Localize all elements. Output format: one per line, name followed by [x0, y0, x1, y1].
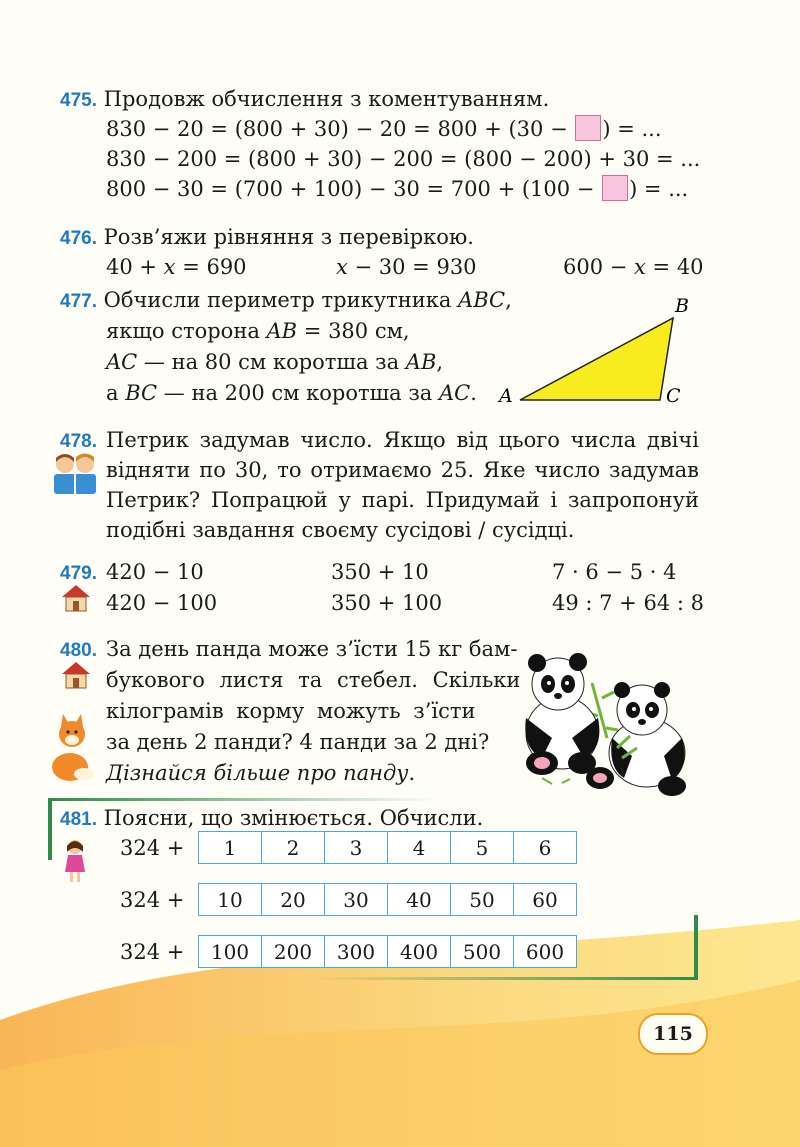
table-cell: 60 — [514, 884, 577, 916]
problem-text: = 380 см, — [297, 319, 410, 343]
section-accent-top — [48, 798, 438, 801]
table-cell: 40 — [388, 884, 451, 916]
page-number: 115 — [638, 1013, 708, 1055]
exercise-title: Розв’яжи рівняння з перевіркою. — [103, 225, 474, 249]
answer-box[interactable] — [602, 175, 628, 201]
pandas-illustration — [512, 648, 694, 798]
row-label: 324 + — [120, 940, 185, 964]
table-cell: 50 — [451, 884, 514, 916]
problem-line — [106, 347, 443, 377]
problem-text: , — [505, 288, 512, 312]
expression-line — [106, 174, 688, 204]
expression-text: ) = ... — [602, 117, 662, 141]
expression: 420 − 10 — [106, 560, 204, 584]
exercise-number: 480. — [60, 640, 97, 661]
equation-2 — [336, 252, 477, 282]
problem-line: Петрик? Попрацюй у парі. Придумай і запропонуй — [106, 488, 699, 512]
addend-table-row-1 — [198, 831, 577, 864]
exercise-number: 481. — [60, 809, 97, 830]
expression: 350 + 100 — [331, 591, 443, 615]
section-accent-bottom — [310, 977, 698, 980]
math-label: ABC — [458, 288, 506, 312]
vertex-c-label: C — [666, 385, 681, 407]
math-label: AC — [439, 381, 471, 405]
problem-line — [106, 378, 477, 408]
problem-line: Петрик задумав число. Якщо від цього числа двічі — [106, 428, 699, 452]
table-cell: 10 — [199, 884, 262, 916]
table-cell: 1 — [199, 832, 262, 864]
table-cell: 6 — [514, 832, 577, 864]
problem-line-italic: Дізнайся більше про панду. — [106, 761, 416, 785]
table-cell: 3 — [325, 832, 388, 864]
problem-line: кілограмів корму можуть з’їсти — [106, 699, 476, 723]
equation-text: − 30 = 930 — [347, 255, 477, 279]
exercise-number: 476. — [60, 228, 97, 249]
table-cell: 5 — [451, 832, 514, 864]
table-cell: 30 — [325, 884, 388, 916]
girl-icon — [62, 838, 88, 886]
addend-table-row-3 — [198, 935, 577, 968]
exercise-title: Поясни, що змінюється. Обчисли. — [103, 806, 484, 830]
vertex-b-label: B — [675, 295, 689, 317]
table-cell: 100 — [199, 936, 262, 968]
equation-text: = 40 — [645, 255, 704, 279]
addend-table-row-2 — [198, 883, 577, 916]
expression-text: 830 − 20 = (800 + 30) − 20 = 800 + (30 − — [106, 117, 575, 141]
problem-text: а — [106, 381, 126, 405]
equation-1 — [106, 252, 247, 282]
math-label: AC — [106, 350, 138, 374]
equation-text: = 690 — [175, 255, 247, 279]
fox-icon — [48, 712, 98, 784]
triangle-abc-figure — [495, 290, 710, 410]
equation-text: 40 + — [106, 255, 164, 279]
problem-line: відняти по 30, то отримаємо 25. Яке число задумав — [106, 458, 699, 482]
table-cell: 500 — [451, 936, 514, 968]
answer-box[interactable] — [575, 115, 601, 141]
variable-x: x — [163, 255, 176, 279]
expression: 7 · 6 − 5 · 4 — [552, 560, 677, 584]
table-cell: 20 — [262, 884, 325, 916]
problem-text: — на 200 см коротша за — [157, 381, 440, 405]
problem-text: — на 80 см коротша за — [137, 350, 406, 374]
homework-house-icon — [60, 583, 92, 613]
table-cell: 600 — [514, 936, 577, 968]
variable-x: x — [336, 255, 348, 279]
math-label: BC — [125, 381, 158, 405]
problem-line — [106, 316, 410, 346]
expression: 49 : 7 + 64 : 8 — [552, 591, 704, 615]
triangle-shape — [520, 318, 673, 400]
expression-line: 830 − 200 = (800 + 30) − 200 = (800 − 200) + 30 = ... — [106, 147, 701, 171]
exercise-number: 475. — [60, 90, 97, 111]
equation-text: 600 − — [563, 255, 635, 279]
row-label: 324 + — [120, 888, 185, 912]
problem-text: , — [436, 350, 444, 374]
row-label: 324 + — [120, 836, 185, 860]
vertex-a-label: A — [499, 385, 513, 407]
section-accent-bar — [48, 798, 52, 860]
table-cell: 400 — [388, 936, 451, 968]
expression-line — [106, 114, 662, 144]
problem-line: букового листя та стебел. Скільки — [106, 668, 521, 692]
math-label: AB — [266, 319, 298, 343]
problem-text: Обчисли периметр трикутника — [103, 288, 459, 312]
expression: 350 + 10 — [331, 560, 429, 584]
expression: 420 − 100 — [106, 591, 218, 615]
exercise-number: 477. — [60, 291, 97, 312]
table-cell: 2 — [262, 832, 325, 864]
math-label: AB — [405, 350, 437, 374]
problem-line: За день панда може з’їсти 15 кг бам- — [106, 637, 518, 661]
homework-house-icon — [60, 660, 92, 690]
section-accent-bar-right — [694, 915, 698, 980]
exercise-title: Продовж обчислення з коментуванням. — [103, 87, 550, 111]
exercise-475 — [60, 84, 549, 116]
equation-3 — [563, 252, 704, 282]
table-cell: 4 — [388, 832, 451, 864]
exercise-number: 479. — [60, 563, 97, 584]
problem-text: . — [470, 381, 477, 405]
exercise-476 — [60, 222, 474, 254]
expression-text: ) = ... — [629, 177, 689, 201]
problem-text: якщо сторона — [106, 319, 267, 343]
problem-line: подібні завдання своєму сусідові / сусідці. — [106, 518, 575, 542]
table-cell: 200 — [262, 936, 325, 968]
variable-x: x — [634, 255, 646, 279]
expression-text: 800 − 30 = (700 + 100) − 30 = 700 + (100 − — [106, 177, 602, 201]
pair-work-icon — [50, 452, 100, 497]
problem-line: за день 2 панди? 4 панди за 2 дні? — [106, 730, 490, 754]
table-cell: 300 — [325, 936, 388, 968]
exercise-number: 478. — [60, 431, 97, 452]
exercise-477 — [60, 285, 512, 317]
